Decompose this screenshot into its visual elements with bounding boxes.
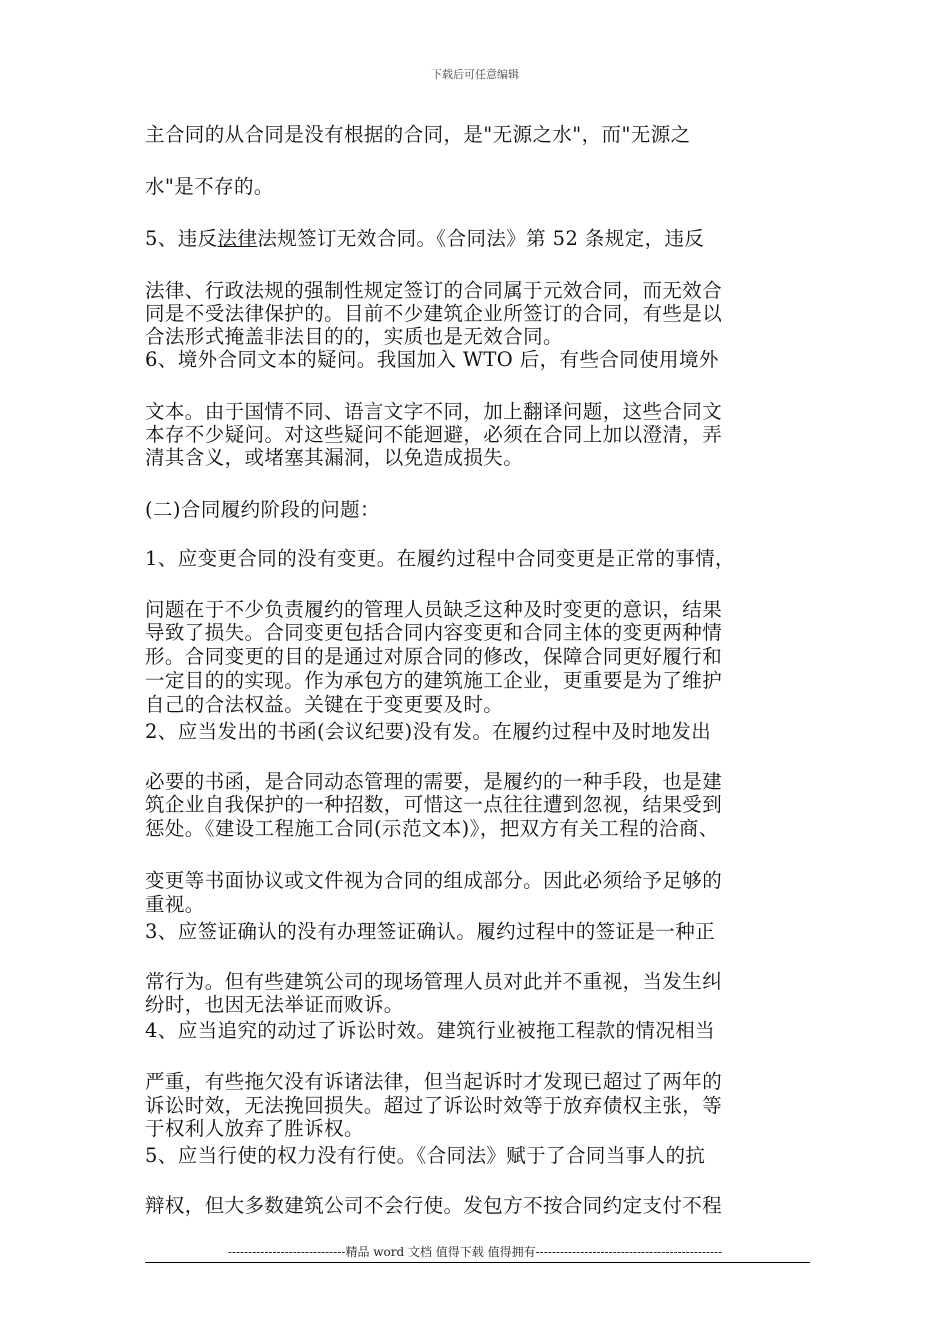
text-line: 重视。 [145, 893, 205, 916]
text-line: 3、应签证确认的没有办理签证确认。履约过程中的签证是一种正 [145, 920, 716, 943]
page-header: 下载后可任意编辑 [431, 68, 519, 81]
text-line: 必要的书函，是合同动态管理的需要，是履约的一种手段，也是建 [145, 770, 723, 793]
text-line: 本存不少疑问。对这些疑问不能迴避，必须在合同上加以澄清，弄 [145, 423, 723, 446]
text-line: 诉讼时效，无法挽回损失。超过了诉讼时效等于放弃债权主张，等 [145, 1094, 723, 1117]
text-line: 合法形式掩盖非法目的的，实质也是无效合同。 [145, 325, 563, 348]
text-line: 水"是不存的。 [145, 175, 274, 198]
text-line: 4、应当追究的动过了诉讼时效。建筑行业被拖工程款的情况相当 [145, 1019, 716, 1042]
text-line: 6、境外合同文本的疑问。我国加入 WTO 后，有些合同使用境外 [145, 348, 719, 371]
text-line: 文本。由于国情不同、语言文字不同，加上翻译问题，这些合同文 [145, 400, 723, 423]
text-line: 1、应变更合同的没有变更。在履约过程中合同变更是正常的事情， [145, 547, 735, 570]
text-line: 自己的合法权益。关键在于变更要及时。 [145, 693, 504, 716]
text-line: 纷时，也因无法举证而败诉。 [145, 993, 404, 1016]
text-line: 严重，有些拖欠没有诉诸法律，但当起诉时才发现已超过了两年的 [145, 1070, 723, 1093]
text-line: 一定目的的实现。作为承包方的建筑施工企业，更重要是为了维护 [145, 669, 723, 692]
text-line: 于权利人放弃了胜诉权。 [145, 1117, 364, 1140]
text-line: 5、应当行使的权力没有行使。《合同法》赋于了合同当事人的抗 [145, 1144, 706, 1167]
text-line: 主合同的从合同是没有根据的合同，是"无源之水"，而"无源之 [145, 123, 691, 146]
law-link[interactable]: 法律 [217, 227, 258, 250]
text-line: 变更等书面协议或文件视为合同的组成部分。因此必须给予足够的 [145, 869, 723, 892]
text-line: 常行为。但有些建筑公司的现场管理人员对此并不重视，当发生纠 [145, 970, 723, 993]
text-segment: 法规签订无效合同。《合同法》第 52 条规定，违反 [257, 227, 705, 250]
text-line: 问题在于不少负责履约的管理人员缺乏这种及时变更的意识，结果 [145, 598, 723, 621]
page-footer: -----------------------------精品 word 文档 值得下载 值得拥有---------------------------------------------- [227, 1245, 723, 1259]
text-line: 法律、行政法规的强制性规定签订的合同属于元效合同，而无效合 [145, 279, 723, 302]
text-line: 导致了损失。合同变更包括合同内容变更和合同主体的变更两种情 [145, 621, 723, 644]
text-line: 形。合同变更的目的是通过对原合同的修改，保障合同更好履行和 [145, 645, 723, 668]
text-line: 同是不受法律保护的。目前不少建筑企业所签订的合同，有些是以 [145, 302, 723, 325]
footer-divider [145, 1262, 810, 1263]
text-line: 2、应当发出的书函(会议纪要)没有发。在履约过程中及时地发出 [145, 720, 712, 743]
text-line: 筑企业自我保护的一种招数，可惜这一点往往遭到忽视，结果受到 [145, 793, 723, 816]
text-line: 清其含义，或堵塞其漏洞，以免造成损失。 [145, 446, 524, 469]
text-line: 辩权，但大多数建筑公司不会行使。发包方不按合同约定支付不程 [145, 1194, 723, 1217]
text-line-article-5 [145, 226, 810, 252]
section-heading: (二)合同履约阶段的问题： [145, 498, 380, 521]
text-segment: 5、违反 [145, 227, 218, 250]
text-line: 惩处。《建设工程施工合同(示范文本)》，把双方有关工程的洽商、 [145, 817, 719, 840]
